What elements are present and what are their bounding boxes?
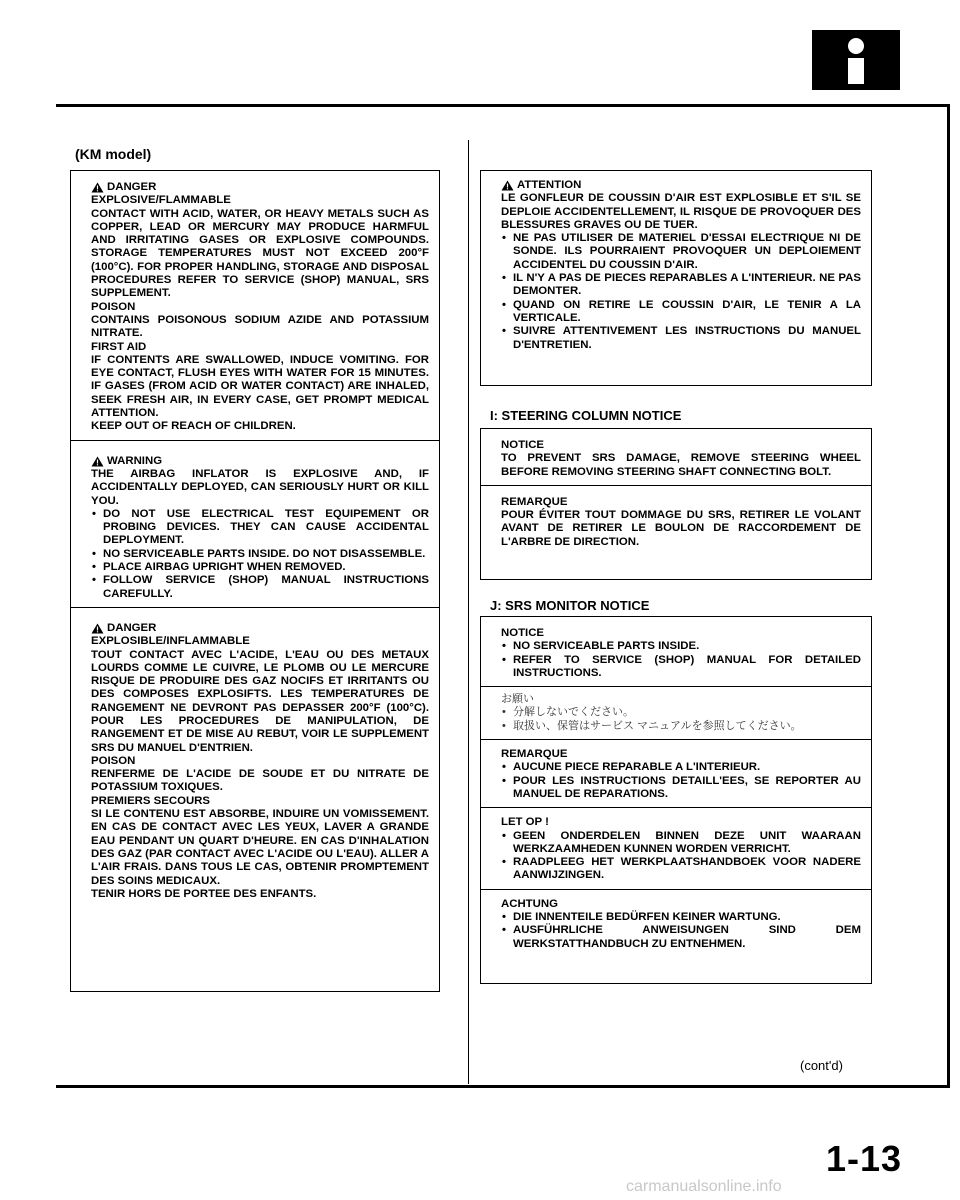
danger-line: CONTACT WITH ACID, WATER, OR HEAVY METALS SUCH AS COPPER, LEAD OR MERCURY MAY PRODUCE HARMFUL AND IRRITATING GASES OR EXPLOSIVE COMPOUNDS. STORAGE TEMPERATURES MUST NOT EXCEED 200°F (100°C). FOR PROPER HANDLING, STORAGE AND DISPOSAL PROCEDURES REFER TO SERVICE (SHOP) MANUAL, SRS SUPPLEMENT. bbox=[91, 207, 429, 300]
top-rule bbox=[56, 104, 950, 107]
list-item: • FOLLOW SERVICE (SHOP) MANUAL INSTRUCTIONS CAREFULLY. bbox=[91, 574, 429, 601]
danger-line: POISON bbox=[91, 300, 136, 313]
danger-title: DANGER bbox=[107, 181, 157, 193]
steering-notice-box bbox=[480, 428, 872, 580]
model-label: (KM model) bbox=[75, 146, 152, 162]
section-title: LET OP ! bbox=[501, 816, 549, 829]
list-item: • NO SERVICEABLE PARTS INSIDE. bbox=[501, 640, 861, 653]
column-divider bbox=[468, 140, 469, 1084]
warning-line: THE AIRBAG INFLATOR IS EXPLOSIVE AND, IF ACCIDENTALLY DEPLOYED, CAN SERIOUSLY HURT OR KILL YOU. bbox=[91, 467, 429, 507]
warning-title: WARNING bbox=[107, 454, 163, 467]
danger-line: SI LE CONTENU EST ABSORBE, INDUIRE UN VOMISSEMENT. EN CAS DE CONTACT AVEC LES YEUX, LAVER A GRANDE EAU PENDANT UN QUART D'HEURE. EN CAS D'INHALATION DES GAZ (PAR CONTACT AVEC L'ACIDE OU L'EAU). ALLER A L'AIR FRAIS. DANS TOUS LE CAS, OBTENIR PROMPTEMENT DES SOINS MEDICAUX. bbox=[91, 808, 429, 887]
list-item: • 分解しないでください。 bbox=[501, 706, 861, 719]
notice-text: TO PREVENT SRS DAMAGE, REMOVE STEERING WHEEL BEFORE REMOVING STEERING SHAFT CONNECTING BOLT. bbox=[501, 452, 861, 478]
danger-line: EXPLOSIBLE/INFLAMMABLE bbox=[91, 635, 250, 648]
danger-line: FIRST AID bbox=[91, 340, 147, 353]
list-item: • QUAND ON RETIRE LE COUSSIN D'AIR, LE TENIR A LA VERTICALE. bbox=[501, 299, 861, 326]
danger-line: TENIR HORS DE PORTEE DES ENFANTS. bbox=[91, 887, 317, 900]
danger-line: PREMIERS SECOURS bbox=[91, 794, 210, 807]
monitor-notice-box bbox=[480, 616, 872, 984]
attention-box bbox=[480, 170, 872, 386]
warning-section bbox=[71, 441, 439, 607]
monitor-achtung-section bbox=[481, 890, 871, 957]
list-item: • AUCUNE PIECE REPARABLE A L'INTERIEUR. bbox=[501, 761, 861, 774]
danger-line: RENFERME DE L'ACIDE DE SOUDE ET DU NITRATE DE POTASSIUM TOXIQUES. bbox=[91, 768, 429, 794]
danger-line: CONTAINS POISONOUS SODIUM AZIDE AND POTASSIUM NITRATE. bbox=[91, 313, 429, 340]
bottom-rule bbox=[56, 1085, 950, 1088]
list-item: • AUSFÜHRLICHE ANWEISUNGEN SIND DEM WERKSTATTHANDBUCH ZU ENTNEHMEN. bbox=[501, 924, 861, 951]
warning-bullets bbox=[91, 508, 429, 601]
info-icon bbox=[843, 38, 869, 84]
attention-title: ATTENTION bbox=[517, 179, 582, 191]
airbag-label-box bbox=[70, 170, 440, 992]
monitor-heading: J: SRS MONITOR NOTICE bbox=[490, 598, 650, 613]
danger-line: TOUT CONTACT AVEC L'ACIDE, L'EAU OU DES METAUX LOURDS COMME LE CUIVRE, LE PLOMB OU LE MERCURE RISQUE DE PRODUIRE DES GAZ NOCIFS ET IRRITANTS OU DES COMPOSES EXPLOSIFTS. LES TEMPERATURES DE RANGEMENT NE DEVRONT PAS DEPASSER 200°F (100°C). POUR LES PROCEDURES DE MANIPULATION, DE RANGEMENT ET DE MISE AU REBUT, VOIR LE SUPPLEMENT SRS DU MANUEL D'ENTRIEN. bbox=[91, 648, 429, 754]
attention-section bbox=[481, 171, 871, 358]
list-item: • REFER TO SERVICE (SHOP) MANUAL FOR DETAILED INSTRUCTIONS. bbox=[501, 654, 861, 681]
list-item: • PLACE AIRBAG UPRIGHT WHEN REMOVED. bbox=[91, 561, 429, 574]
steering-heading: I: STEERING COLUMN NOTICE bbox=[490, 408, 682, 423]
list-item: • RAADPLEEG HET WERKPLAATSHANDBOEK VOOR NADERE AANWIJZINGEN. bbox=[501, 856, 861, 883]
danger-en-section bbox=[71, 171, 439, 440]
remarque-title: REMARQUE bbox=[501, 495, 568, 508]
section-title: REMARQUE bbox=[501, 748, 568, 761]
remarque-text: POUR ÉVITER TOUT DOMMAGE DU SRS, RETIRER LE VOLANT AVANT DE RETIRER LE BOULON DE RACCORDEMENT DE L'ARBRE DE DIRECTION. bbox=[501, 509, 861, 548]
list-item: • NO SERVICEABLE PARTS INSIDE. DO NOT DISASSEMBLE. bbox=[91, 548, 429, 561]
monitor-notice-section bbox=[481, 617, 871, 686]
list-item: • 取扱い、保管はサービス マニュアルを参照してください。 bbox=[501, 720, 861, 733]
warning-triangle-icon bbox=[91, 456, 104, 467]
danger-title: DANGER bbox=[107, 621, 157, 634]
monitor-remarque-section bbox=[481, 740, 871, 807]
list-item: • DO NOT USE ELECTRICAL TEST EQUIPEMENT OR PROBING DEVICES. THEY CAN CAUSE ACCIDENTAL DEPLOYMENT. bbox=[91, 508, 429, 548]
continued-label: (cont'd) bbox=[800, 1058, 843, 1073]
steering-notice-section bbox=[481, 429, 871, 485]
warning-triangle-icon bbox=[91, 623, 104, 634]
steering-remarque-section bbox=[481, 486, 871, 555]
danger-line: POISON bbox=[91, 754, 136, 767]
list-item: • POUR LES INSTRUCTIONS DETAILL'EES, SE REPORTER AU MANUEL DE REPARATIONS. bbox=[501, 775, 861, 802]
attention-bullets bbox=[501, 232, 861, 352]
list-item: • IL N'Y A PAS DE PIECES REPARABLES A L'INTERIEUR. NE PAS DEMONTER. bbox=[501, 272, 861, 299]
danger-line: EXPLOSIVE/FLAMMABLE bbox=[91, 194, 231, 207]
section-title: お願い bbox=[501, 693, 534, 706]
danger-fr-section bbox=[71, 608, 439, 907]
section-title: ACHTUNG bbox=[501, 897, 558, 910]
section-title: NOTICE bbox=[501, 627, 545, 639]
monitor-letop-section bbox=[481, 808, 871, 888]
list-item: • GEEN ONDERDELEN BINNEN DEZE UNIT WAARAAN WERKZAAMHEDEN KUNNEN WORDEN VERRICHT. bbox=[501, 830, 861, 857]
list-item: • NE PAS UTILISER DE MATERIEL D'ESSAI ELECTRIQUE NI DE SONDE. ILS POURRAIENT PROVOQUER UN DEPLOIEMENT ACCIDENTEL DU COUSSIN D'AIR. bbox=[501, 232, 861, 272]
danger-line: KEEP OUT OF REACH OF CHILDREN. bbox=[91, 420, 296, 433]
warning-triangle-icon bbox=[501, 180, 514, 191]
monitor-japanese-section bbox=[481, 687, 871, 739]
warning-triangle-icon bbox=[91, 182, 104, 193]
page-number: 1-13 bbox=[826, 1138, 903, 1179]
list-item: • DIE INNENTEILE BEDÜRFEN KEINER WARTUNG. bbox=[501, 911, 861, 924]
right-rule bbox=[947, 104, 950, 1088]
notice-title: NOTICE bbox=[501, 439, 545, 451]
watermark: carmanualsonline.info bbox=[626, 1178, 782, 1195]
danger-line: IF CONTENTS ARE SWALLOWED, INDUCE VOMITING. FOR EYE CONTACT, FLUSH EYES WITH WATER FOR 15 MINUTES. IF GASES (FROM ACID OR WATER CONTACT) ARE INHALED, SEEK FRESH AIR, IN EVERY CASE, GET PROMPT MEDICAL ATTENTION. bbox=[91, 353, 429, 420]
attention-line: LE GONFLEUR DE COUSSIN D'AIR EST EXPLOSIBLE ET S'IL SE DEPLOIE ACCIDENTELLEMENT, IL RISQUE DE PROVOQUER DES BLESSURES GRAVES OU DE TUER. bbox=[501, 192, 861, 231]
list-item: • SUIVRE ATTENTIVEMENT LES INSTRUCTIONS DU MANUEL D'ENTRETIEN. bbox=[501, 325, 861, 352]
